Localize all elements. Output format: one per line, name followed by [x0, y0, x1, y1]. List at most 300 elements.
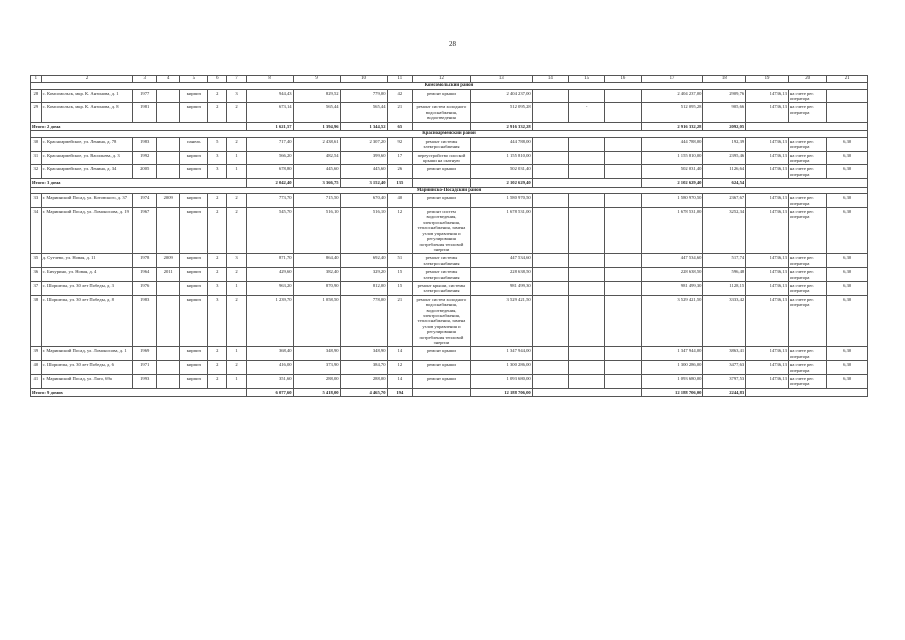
cell-address: г. Мариинский Посад, ул. Ломоносова, д. 1 [41, 347, 133, 361]
cell-c15 [568, 89, 604, 103]
cell-per-m2: 3333,42 [703, 295, 746, 347]
cell-c16 [605, 268, 641, 282]
cell-c16 [605, 89, 641, 103]
cell-cost-total: 447 534,60 [470, 254, 532, 268]
cell-wall: кирпич [180, 103, 208, 122]
cell-address: с. Комсомольск, мкр. К. Антонова, д. 1 [41, 89, 133, 103]
cell-c16 [605, 347, 641, 361]
total-empty [532, 179, 641, 187]
cell-term: 6,30 [827, 268, 868, 282]
table-row [31, 208, 868, 254]
cell-works: ремонт крыши, системы электроснабжения [413, 281, 471, 295]
cell-no: 39 [31, 347, 42, 361]
cell-works: ремонт систем водоотведения, электроснабжения, теплоснабжения, замена узлов управления и регулирования потребления тепловой энергии [413, 208, 471, 254]
cell-people: 12 [387, 208, 413, 254]
cell-address: с. Шоршелы, ул. 30 лет Победы, д. 6 [41, 361, 133, 375]
cell-method: на счете рег. оператора [788, 361, 826, 375]
total-row [31, 122, 868, 130]
cell-c16 [605, 103, 641, 122]
cell-method: на счете рег. оператора [788, 194, 826, 208]
cell-year: 1969 [133, 347, 156, 361]
cell-area-flats: 445,60 [340, 165, 387, 179]
cell-term: 6,30 [827, 208, 868, 254]
cell-c14 [532, 268, 568, 282]
cell-address: г. Мариинский Посад, ул. Ломоносова, д. 19 [41, 208, 133, 254]
cell-per-m2: 905,66 [703, 103, 746, 122]
total-per-m2: 2092,05 [703, 122, 746, 130]
total-cost-owners: 12 188 706,00 [641, 388, 703, 396]
cell-works: ремонт крыши [413, 375, 471, 389]
cell-area-total: 963,20 [246, 281, 293, 295]
cell-year: 1964 [133, 268, 156, 282]
total-row [31, 179, 868, 187]
cell-c16 [605, 254, 641, 268]
cell-area-total: 773,70 [246, 194, 293, 208]
cell-limit: 14736,13 [746, 347, 789, 361]
column-number: 15 [568, 76, 604, 83]
column-number: 8 [246, 76, 293, 83]
cell-c16 [605, 137, 641, 151]
cell-term: 6,30 [827, 281, 868, 295]
cell-c14 [532, 194, 568, 208]
cell-c16 [605, 295, 641, 347]
table-row [31, 281, 868, 295]
cell-area-flats: 812,00 [340, 281, 387, 295]
cell-cost-total: 1 155 810,00 [470, 151, 532, 165]
cell-area-flats: 399,60 [340, 151, 387, 165]
cell-area-living: 829,52 [293, 89, 340, 103]
cell-cost-total: 981 499,30 [470, 281, 532, 295]
district-header-row [31, 83, 868, 90]
cell-cost-total: 3 529 421,50 [470, 295, 532, 347]
cell-cost-total: 1 347 944,00 [470, 347, 532, 361]
cell-c15 [568, 361, 604, 375]
cell-c16 [605, 375, 641, 389]
cell-ent: 3 [227, 254, 246, 268]
cell-cost-owners: 512 095,28 [641, 103, 703, 122]
cell-per-m2: 3252,34 [703, 208, 746, 254]
cell-year: 1974 [133, 194, 156, 208]
cell-people: 15 [387, 281, 413, 295]
total-area-living: 5 418,00 [293, 388, 340, 396]
cell-term: 6,30 [827, 194, 868, 208]
cell-address: г. Мариинский Посад, ул. Лаго, 69а [41, 375, 133, 389]
cell-method: на счете рег. оператора [788, 165, 826, 179]
cell-method: на счете рег. оператора [788, 254, 826, 268]
cell-floors: 2 [208, 89, 227, 103]
table-row [31, 361, 868, 375]
cell-area-total: 566,20 [246, 151, 293, 165]
cell-works: ремонт крыши [413, 347, 471, 361]
column-number: 3 [133, 76, 156, 83]
cell-rec: 2011 [156, 268, 179, 282]
cell-c15 [568, 165, 604, 179]
cell-floors: 2 [208, 194, 227, 208]
table-row [31, 268, 868, 282]
cell-address: с. Красноармейское, ул. Ленина, д. 78 [41, 137, 133, 151]
cell-no: 37 [31, 281, 42, 295]
cell-c14 [532, 281, 568, 295]
cell-no: 31 [31, 151, 42, 165]
cell-works: переустройство плоской крыши на скатную [413, 151, 471, 165]
cell-wall: панель [180, 137, 208, 151]
cell-c15 [568, 151, 604, 165]
cell-method: на счете рег. оператора [788, 103, 826, 122]
total-empty [532, 122, 641, 130]
cell-c15 [568, 347, 604, 361]
cell-limit: 14736,13 [746, 103, 789, 122]
cell-rec [156, 137, 179, 151]
cell-no: 33 [31, 194, 42, 208]
cell-year: 1977 [133, 89, 156, 103]
cell-area-flats: 516,10 [340, 208, 387, 254]
cell-rec [156, 281, 179, 295]
total-area-living: 1 394,96 [293, 122, 340, 130]
cell-per-m2: 192,39 [703, 137, 746, 151]
district-name: Красноармейский район [31, 131, 868, 138]
cell-method: на счете рег. оператора [788, 208, 826, 254]
cell-area-living: 373,90 [293, 361, 340, 375]
cell-no: 32 [31, 165, 42, 179]
cell-no: 38 [31, 295, 42, 347]
cell-floors: 2 [208, 347, 227, 361]
cell-cost-owners: 1 093 680,00 [641, 375, 703, 389]
cell-no: 30 [31, 137, 42, 151]
cell-rec [156, 103, 179, 122]
total-label: Итого: 2 дома [31, 122, 247, 130]
total-area-flats: 1 344,52 [340, 122, 387, 130]
table-row [31, 194, 868, 208]
total-per-m2: 2244,83 [703, 388, 746, 396]
cell-no: 28 [31, 89, 42, 103]
cell-ent: 2 [227, 208, 246, 254]
cell-wall: кирпич [180, 165, 208, 179]
cell-cost-owners: 1 155 810,00 [641, 151, 703, 165]
cell-year: 1981 [133, 103, 156, 122]
cell-works: ремонт системы электроснабжения [413, 268, 471, 282]
cell-year: 1993 [133, 375, 156, 389]
cell-c16 [605, 151, 641, 165]
cell-cost-owners: 981 499,30 [641, 281, 703, 295]
cell-cost-total: 2 404 237,00 [470, 89, 532, 103]
cell-wall: кирпич [180, 208, 208, 254]
cell-cost-owners: 444 788,00 [641, 137, 703, 151]
cell-term [827, 103, 868, 122]
column-number: 6 [208, 76, 227, 83]
cell-term: 6,30 [827, 254, 868, 268]
cell-term: 6,30 [827, 295, 868, 347]
cell-floors: 2 [208, 361, 227, 375]
column-number: 11 [387, 76, 413, 83]
cell-limit: 14736,13 [746, 268, 789, 282]
cell-c15 [568, 254, 604, 268]
cell-floors: 3 [208, 165, 227, 179]
cell-no: 34 [31, 208, 42, 254]
cell-area-total: 545,70 [246, 208, 293, 254]
cell-term: 6,30 [827, 151, 868, 165]
cell-year: 1983 [133, 137, 156, 151]
cell-floors: 2 [208, 375, 227, 389]
cell-area-living: 516,10 [293, 208, 340, 254]
cell-method: на счете рег. оператора [788, 151, 826, 165]
cell-method: на счете рег. оператора [788, 268, 826, 282]
cell-year: 1976 [133, 281, 156, 295]
total-empty [532, 388, 641, 396]
cell-c14 [532, 151, 568, 165]
cell-cost-owners: 447 534,60 [641, 254, 703, 268]
cell-area-living: 1 058,50 [293, 295, 340, 347]
cell-wall: кирпич [180, 151, 208, 165]
cell-people: 15 [387, 268, 413, 282]
cell-ent: 1 [227, 347, 246, 361]
column-number: 10 [340, 76, 387, 83]
cell-c14 [532, 347, 568, 361]
cell-rec [156, 151, 179, 165]
cell-works: ремонт систем холодного водоснабжения, водоотведения, электроснабжения, теплоснабжения, замена узлов управления и регулирования потребления тепловой энергии [413, 295, 471, 347]
cell-area-living: 565,44 [293, 103, 340, 122]
cell-c16 [605, 165, 641, 179]
cell-address: с. Красноармейское, ул. Ленина, д. 34 [41, 165, 133, 179]
cell-no: 29 [31, 103, 42, 122]
cell-no: 36 [31, 268, 42, 282]
cell-cost-owners: 1 300 286,00 [641, 361, 703, 375]
cell-per-m2: 2367,67 [703, 194, 746, 208]
cell-floors: 3 [208, 151, 227, 165]
table-row [31, 151, 868, 165]
cell-c15 [568, 208, 604, 254]
cell-area-total: 944,43 [246, 89, 293, 103]
cell-c15 [568, 295, 604, 347]
cell-year: 2005 [133, 165, 156, 179]
cell-area-flats: 778,00 [340, 295, 387, 347]
cell-limit: 14736,13 [746, 375, 789, 389]
column-number: 2 [41, 76, 133, 83]
cell-cost-owners: 2 404 237,00 [641, 89, 703, 103]
cell-area-flats: 692,40 [340, 254, 387, 268]
table-row [31, 103, 868, 122]
cell-cost-total: 228 638,50 [470, 268, 532, 282]
cell-limit: 14736,13 [746, 295, 789, 347]
total-cost: 2 102 629,40 [470, 179, 532, 187]
column-number-row [31, 76, 868, 83]
cell-works: ремонт систем холодного водоснабжения, водоотведения [413, 103, 471, 122]
cell-works: ремонт крыши [413, 89, 471, 103]
cell-wall: кирпич [180, 375, 208, 389]
cell-area-living: 288,00 [293, 375, 340, 389]
cell-address: д. Сутчево, ул. Новая, д. 11 [41, 254, 133, 268]
cell-floors: 2 [208, 254, 227, 268]
cell-cost-total: 444 788,00 [470, 137, 532, 151]
cell-cost-total: 1 093 680,00 [470, 375, 532, 389]
cell-method: на счете рег. оператора [788, 347, 826, 361]
cell-wall: кирпич [180, 89, 208, 103]
cell-works: ремонт системы электроснабжения [413, 137, 471, 151]
cell-cost-owners: 1 347 944,00 [641, 347, 703, 361]
total-label: Итого: 3 дома [31, 179, 247, 187]
cell-people: 21 [387, 295, 413, 347]
cell-year: 1967 [133, 208, 156, 254]
cell-works: ремонт крыши [413, 194, 471, 208]
cell-cost-owners: 502 031,40 [641, 165, 703, 179]
cell-floors: 2 [208, 268, 227, 282]
column-number: 12 [413, 76, 471, 83]
cell-c16 [605, 208, 641, 254]
table-row [31, 295, 868, 347]
cell-people: 26 [387, 165, 413, 179]
cell-term [827, 89, 868, 103]
cell-c14 [532, 361, 568, 375]
district-name: Мариинско-Посадский район [31, 187, 868, 194]
total-area-total: 1 621,57 [246, 122, 293, 130]
cell-limit: 14736,13 [746, 208, 789, 254]
cell-limit: 14736,13 [746, 165, 789, 179]
cell-c14 [532, 103, 568, 122]
cell-address: с. Шоршелы, ул. 30 лет Победы, д. 8 [41, 295, 133, 347]
total-cost: 2 916 332,28 [470, 122, 532, 130]
column-number: 21 [827, 76, 868, 83]
cell-address: с. Красноармейское, ул. Васильева, д. 3 [41, 151, 133, 165]
cell-ent: 1 [227, 281, 246, 295]
cell-area-total: 1 239,70 [246, 295, 293, 347]
cell-people: 14 [387, 347, 413, 361]
table-row [31, 375, 868, 389]
cell-limit: 14736,13 [746, 137, 789, 151]
cell-wall: кирпич [180, 194, 208, 208]
cell-c14 [532, 375, 568, 389]
total-area-total: 6 077,60 [246, 388, 293, 396]
cell-c14 [532, 254, 568, 268]
total-empty [746, 388, 868, 396]
cell-address: с. Комсомольск, мкр. К. Антонова, д. 8 [41, 103, 133, 122]
cell-limit: 14736,13 [746, 194, 789, 208]
cell-rec [156, 361, 179, 375]
cell-wall: кирпич [180, 268, 208, 282]
cell-floors: 3 [208, 281, 227, 295]
cell-wall: кирпич [180, 347, 208, 361]
cell-area-living: 348,90 [293, 347, 340, 361]
cell-per-m2: 3797,53 [703, 375, 746, 389]
total-label: Итого: 9 домов [31, 388, 247, 396]
cell-year: 1971 [133, 361, 156, 375]
cell-per-m2: 517,74 [703, 254, 746, 268]
cell-rec: 2009 [156, 254, 179, 268]
cell-area-living: 382,40 [293, 268, 340, 282]
cell-area-total: 368,40 [246, 347, 293, 361]
cell-cost-owners: 1 678 531,00 [641, 208, 703, 254]
cell-rec [156, 208, 179, 254]
cell-area-flats: 779,00 [340, 89, 387, 103]
cell-limit: 14736,13 [746, 281, 789, 295]
cell-c14 [532, 137, 568, 151]
cell-limit: 14736,13 [746, 254, 789, 268]
cell-c15 [568, 194, 604, 208]
cell-area-living: 482,54 [293, 151, 340, 165]
total-cost-owners: 2 102 629,40 [641, 179, 703, 187]
cell-limit: 14736,13 [746, 361, 789, 375]
total-cost: 12 188 706,00 [470, 388, 532, 396]
cell-area-flats: 329,20 [340, 268, 387, 282]
cell-people: 51 [387, 254, 413, 268]
table-row [31, 254, 868, 268]
cell-area-flats: 288,00 [340, 375, 387, 389]
cell-term: 6,30 [827, 361, 868, 375]
cell-ent: 2 [227, 137, 246, 151]
cell-c16 [605, 361, 641, 375]
cell-floors: 3 [208, 295, 227, 347]
cell-per-m2: 3863,41 [703, 347, 746, 361]
cell-people: 42 [387, 89, 413, 103]
district-name: Комсомольский район [31, 83, 868, 90]
cell-people: 12 [387, 361, 413, 375]
cell-cost-total: 502 031,40 [470, 165, 532, 179]
cell-year: 1983 [133, 295, 156, 347]
cell-floors: 2 [208, 103, 227, 122]
column-number: 5 [180, 76, 208, 83]
cell-c14 [532, 208, 568, 254]
cell-area-living: 870,90 [293, 281, 340, 295]
cell-area-flats: 348,90 [340, 347, 387, 361]
cell-term: 6,30 [827, 347, 868, 361]
table-row [31, 137, 868, 151]
district-header-row [31, 131, 868, 138]
total-per-m2: 624,54 [703, 179, 746, 187]
cell-ent: 2 [227, 194, 246, 208]
column-number: 9 [293, 76, 340, 83]
cell-ent: 2 [227, 361, 246, 375]
cell-wall: кирпич [180, 281, 208, 295]
cell-address: с. Шоршелы, ул. 30 лет Победы, д. 3 [41, 281, 133, 295]
cell-people: 14 [387, 375, 413, 389]
cell-ent: 2 [227, 295, 246, 347]
cell-no: 41 [31, 375, 42, 389]
cell-wall: кирпич [180, 254, 208, 268]
column-number: 7 [227, 76, 246, 83]
cell-ent: 2 [227, 103, 246, 122]
cell-wall: кирпич [180, 295, 208, 347]
cell-cost-owners: 1 580 970,50 [641, 194, 703, 208]
district-header-row [31, 187, 868, 194]
cell-per-m2: 1128,15 [703, 281, 746, 295]
cell-area-total: 673,14 [246, 103, 293, 122]
cell-area-total: 416,00 [246, 361, 293, 375]
column-number: 20 [788, 76, 826, 83]
cell-ent: 2 [227, 268, 246, 282]
cell-cost-total: 512 095,28 [470, 103, 532, 122]
column-number: 13 [470, 76, 532, 83]
cell-area-total: 717,40 [246, 137, 293, 151]
cell-ent: 3 [227, 89, 246, 103]
cell-area-flats: 670,40 [340, 194, 387, 208]
cell-c15 [568, 281, 604, 295]
cell-address: г. Мариинский Посад, ул. Котовского, д. 37 [41, 194, 133, 208]
cell-per-m2: 596,48 [703, 268, 746, 282]
cell-cost-total: 1 580 970,50 [470, 194, 532, 208]
column-number: 14 [532, 76, 568, 83]
cell-limit: 14736,13 [746, 89, 789, 103]
total-people: 194 [387, 388, 413, 396]
cell-rec [156, 295, 179, 347]
cell-people: 21 [387, 103, 413, 122]
total-empty [413, 179, 471, 187]
cell-ent: 1 [227, 375, 246, 389]
cell-c15: - [568, 103, 604, 122]
cell-term: 6,30 [827, 375, 868, 389]
total-area-total: 2 042,40 [246, 179, 293, 187]
cell-cost-owners: 3 529 421,50 [641, 295, 703, 347]
column-number: 16 [605, 76, 641, 83]
column-number: 18 [703, 76, 746, 83]
cell-ent: 1 [227, 151, 246, 165]
